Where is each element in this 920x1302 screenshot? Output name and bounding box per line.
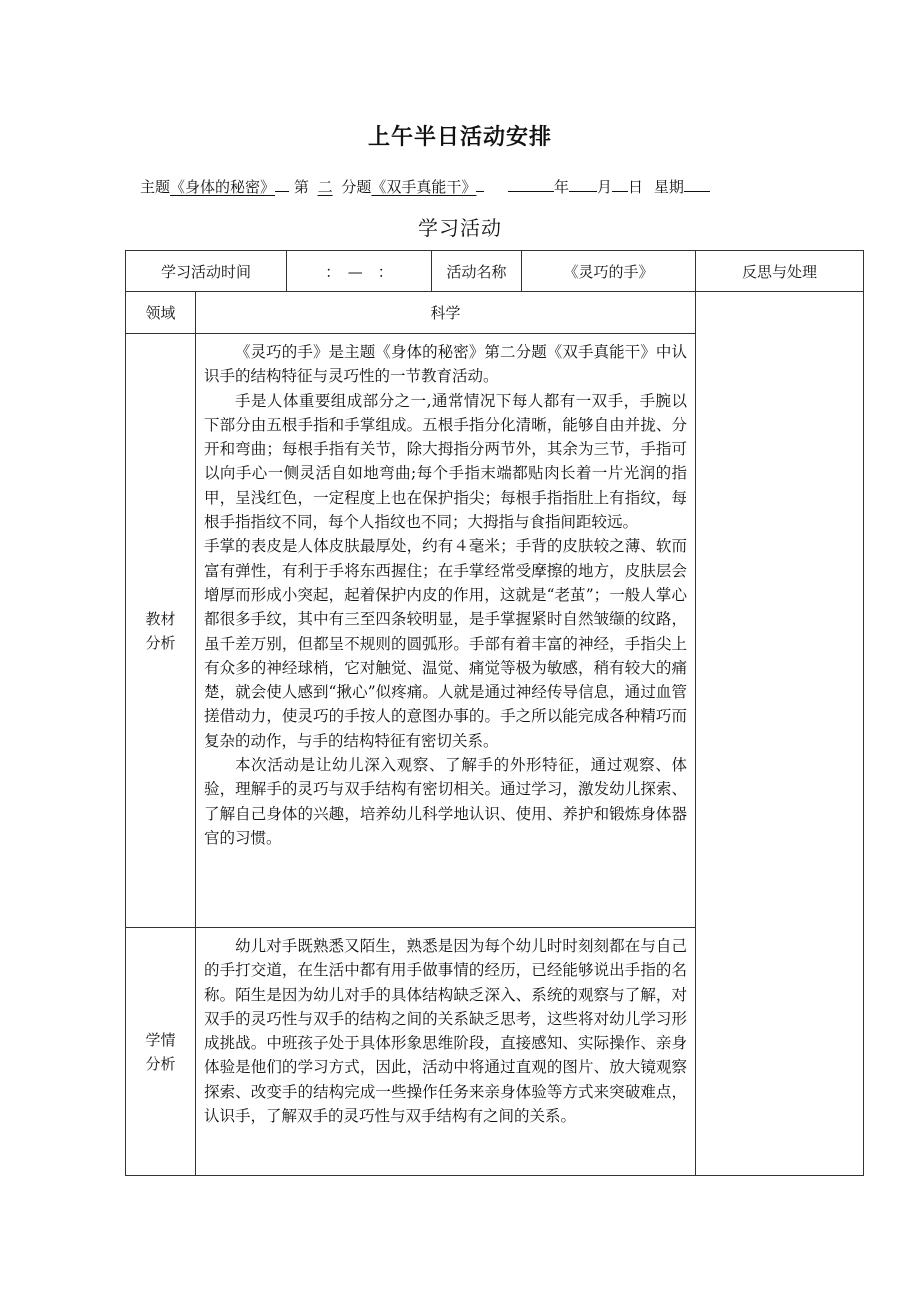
time-label: 学习活动时间: [126, 251, 287, 292]
year-blank: [508, 177, 554, 192]
part-prefix: 第: [293, 178, 309, 196]
header-row: [126, 251, 864, 292]
material-label: [126, 334, 196, 928]
week-blank: [684, 177, 710, 192]
day-label: 日: [628, 178, 644, 196]
theme-label: 主题: [140, 178, 171, 196]
reflection-label: 反思与处理: [696, 251, 864, 292]
sub-value: 《双手真能干》: [371, 178, 477, 196]
learner-label-line-2: 分析: [145, 1054, 176, 1073]
month-blank: [569, 177, 597, 192]
learner-paragraph: 幼儿对手既熟悉又陌生，熟悉是因为每个幼儿时时刻刻都在与自己的手打交道，在生活中都有用手做事情的经历，已经能够说出手指的名称。陌生是因为幼儿对手的具体结构缺乏深入、系统的观察与了解，对双手的灵巧性与双手的结构之间的关系缺乏思考，这些将对幼儿学习形成挑战。中班孩子处于具体形象思维阶段，直接感知、实际操作、亲身体验是他们的学习方式，因此，活动中将通过直观的图片、放大镜观察探索、改变手的结构完成一些操作任务来亲身体验等方式来突破难点，认识手，了解双手的灵巧性与双手结构有之间的关系。: [204, 937, 688, 1126]
year-label: 年: [554, 178, 570, 196]
material-analysis-text: [196, 334, 696, 928]
material-label-line-1: 教材: [145, 609, 176, 628]
part-value: 二: [317, 178, 333, 196]
sub-label: 分题: [341, 178, 372, 196]
activity-name-value: 《灵巧的手》: [522, 251, 696, 292]
material-paragraph: 《灵巧的手》是主题《身体的秘密》第二分题《双手真能干》中认识手的结构特征与灵巧性的一节教育活动。: [204, 343, 688, 386]
theme-value: 《身体的秘密》: [170, 178, 276, 196]
time-value: ： — ：: [287, 251, 432, 292]
activity-table: [125, 250, 864, 1176]
page-title: 上午半日活动安排: [367, 125, 552, 150]
section-subtitle: 学习活动: [418, 216, 502, 240]
material-paragraph: 手掌的表皮是人体皮肤最厚处，约有４毫米；手背的皮肤较之薄、软而富有弹性，有利于手将东西握住；在手掌经常受摩擦的地方，皮肤层会增厚而形成小突起，起着保护内皮的作用，这就是“老茧”；一般人掌心都很多手纹，其中有三至四条较明显，是手掌握紧时自然皱缬的纹路，虽千差万别，但都呈不规则的圆弧形。手部有着丰富的神经，手指尖上有众多的神经球梢，它对触觉、温觉、痛觉等极为敏感，稍有较大的痛楚，就会使人感到“揪心”似疼痛。人就是通过神经传导信息，通过血管搓借动力，使灵巧的手按人的意图办事的。手之所以能完成各种精巧而复杂的动作，与手的结构特征有密切关系。: [204, 537, 688, 750]
month-label: 月: [597, 178, 613, 196]
domain-value: 科学: [196, 292, 696, 334]
material-paragraph: 本次活动是让幼儿深入观察、了解手的外形特征，通过观察、体验，理解手的灵巧与双手结构有密切相关。通过学习，激发幼儿探索、了解自己身体的兴趣，培养幼儿科学地认识、使用、养护和锻炼身体器官的习惯。: [204, 756, 688, 847]
reflection-cell: [696, 292, 864, 1176]
activity-name-label: 活动名称: [432, 251, 522, 292]
learner-analysis-text: [196, 928, 696, 1176]
learner-label: [126, 928, 196, 1176]
material-label-line-2: 分析: [145, 633, 176, 652]
sub-blank: [476, 177, 484, 192]
meta-line: [140, 176, 710, 197]
domain-label: 领域: [126, 292, 196, 334]
learner-label-line-1: 学情: [145, 1030, 176, 1049]
day-blank: [612, 177, 628, 192]
domain-row: [126, 292, 864, 334]
week-label: 星期: [653, 178, 684, 196]
theme-blank: [275, 177, 289, 192]
material-paragraph: 手是人体重要组成部分之一,通常情况下每人都有一双手，手腕以下部分由五根手指和手掌组成。五根手指分化清晰，能够自由并拢、分开和弯曲；每根手指有关节，除大拇指分两节外，其余为三节，手指可以向手心一侧灵活自如地弯曲;每个手指末端都贴肉长着一片光润的指甲，呈浅红色，一定程度上也在保护指尖；每根手指指肚上有指纹，每根手指指纹不同，每个人指纹也不同；大拇指与食指间距较远。: [204, 391, 688, 532]
